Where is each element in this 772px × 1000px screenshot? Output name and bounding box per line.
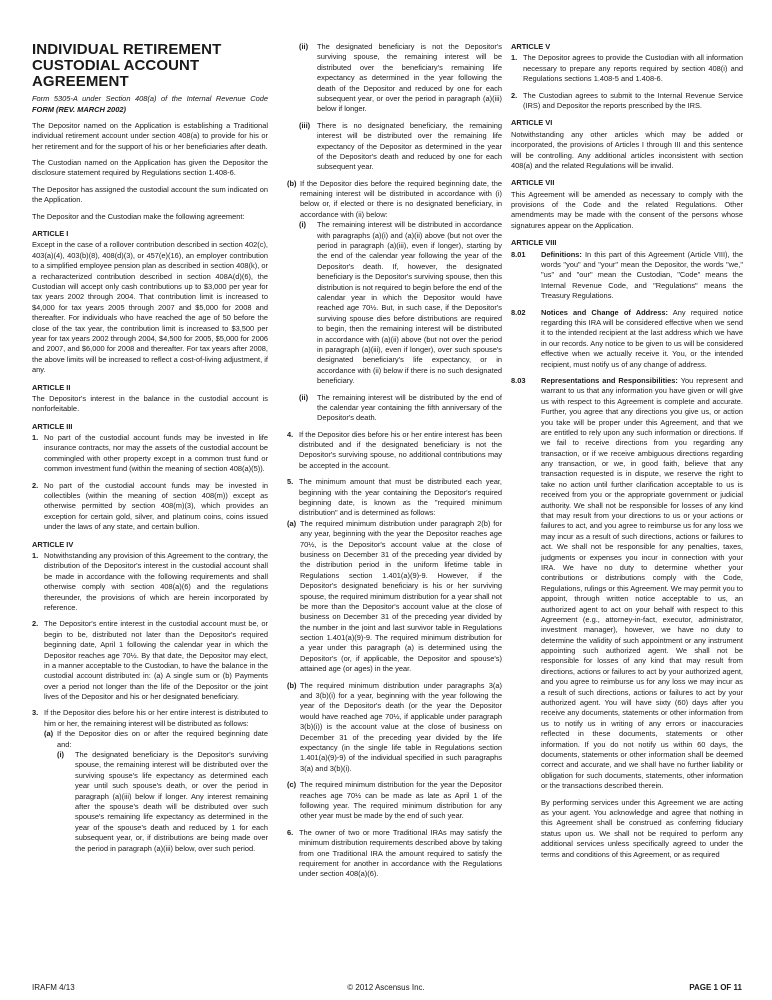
item-number: (a) xyxy=(287,518,297,528)
article-7-heading: ARTICLE VII xyxy=(511,178,555,188)
article-3-item-1 xyxy=(32,433,268,475)
item-text: If the Depositor dies on or after the required beginning date and: xyxy=(57,729,268,749)
article-8-definitions xyxy=(511,250,743,302)
article-4-item-5c xyxy=(287,780,502,822)
item-number: (ii) xyxy=(299,392,309,402)
item-number: (i) xyxy=(57,750,65,760)
title-line-1: INDIVIDUAL RETIREMENT xyxy=(32,41,222,58)
article-5-item-2 xyxy=(511,91,743,112)
item-text: The designated beneficiary is not the Depositor's surviving spouse, the remaining interest will be distributed over the beneficiary's remaining life expectancy as determined in the year following the death of the Depositor and reduced by one for each subsequent year, or over the period in paragraph (a)(iii) below if longer. xyxy=(317,42,502,114)
item-text: No part of the custodial account funds may be invested in life insurance contracts, nor may the assets of the custodial account be commingled with other property except in a common trust fund or common investment fund (within the meaning of section 408(a)(5)). xyxy=(44,433,268,474)
item-number: 2. xyxy=(32,480,39,490)
item-text: The owner of two or more Traditional IRAs may satisfy the minimum distribution requirements described above by taking from one Traditional IRA the amount required to satisfy the requirement for another in accordance with the Regulations under section 408(a)(6). xyxy=(299,827,502,879)
article-4-item-5 xyxy=(287,477,502,519)
form-subtitle xyxy=(32,94,268,115)
intro-paragraph-3: The Depositor has assigned the custodial account the sum indicated on the Application. xyxy=(32,184,268,205)
article-4-item-3a-iii xyxy=(299,121,502,173)
intro-paragraph-4: The Depositor and the Custodian make the following agreement: xyxy=(32,211,245,221)
item-number: 8.02 xyxy=(511,307,526,317)
item-label: Notices and Change of Address: xyxy=(541,307,668,317)
article-6-text: Notwithstanding any other articles which may be added or incorporated, the provisions of Articles I through III and this sentence will be controlling. Any additional articles inconsistent with section 408(a) and the related Regulations will be invalid. xyxy=(511,129,743,170)
item-text: If the Depositor dies before his or her entire interest has been distributed and if the designated beneficiary is not the Depositor's surviving spouse, no additional contributions may be accepted in the account. xyxy=(299,429,502,470)
article-8-notices xyxy=(511,308,743,370)
item-text: The Depositor agrees to provide the Custodian with all information necessary to prepare any reports required by section 408(i) and Regulations sections 1.408-5 and 1.408-6. xyxy=(523,53,743,84)
item-number: (iii) xyxy=(299,120,311,130)
item-number: (c) xyxy=(287,780,297,790)
article-8-continuation: By performing services under this Agreement we are acting as your agent. You acknowledge and agree that nothing in this Agreement shall be construed as conferring fiduciary status upon us. We shall not be required to perform any additional services unless specifically agreed to under the terms and conditions of this Agreement, or as required xyxy=(541,797,743,859)
item-number: (ii) xyxy=(299,42,309,51)
article-4-item-4 xyxy=(287,430,502,472)
article-3-heading: ARTICLE III xyxy=(32,421,73,431)
item-text: The minimum amount that must be distributed each year, beginning with the year containing the Depositor's required beginning date, is known as the "required minimum distribution" and is determined as follows: xyxy=(299,477,502,518)
article-4-item-5b xyxy=(287,681,502,775)
article-2-text: The Depositor's interest in the balance in the custodial account is nonforfeitable. xyxy=(32,393,268,414)
item-text xyxy=(541,308,743,370)
item-number: 3. xyxy=(32,708,39,718)
item-label: Definitions: xyxy=(541,249,582,259)
item-text: Notwithstanding any provision of this Agreement to the contrary, the distribution of the Depositor's interest in the custodial account shall be made in accordance with the following requirements and shall otherwise comply with section 408(a)(6) and the regulations thereunder, the provisions of which are herein incorporated by reference. xyxy=(44,550,268,612)
title-line-3: AGREEMENT xyxy=(32,73,129,91)
article-8-representations xyxy=(511,376,743,792)
column-middle xyxy=(287,42,502,886)
item-text: The required minimum distribution for the year the Depositor reaches age 70½ can be made as late as April 1 of the following year. The required minimum distribution for any other year must be made by the end of such year. xyxy=(300,780,502,821)
item-number: 4. xyxy=(287,429,294,439)
intro-paragraph-2: The Custodian named on the Application has given the Depositor the disclosure statement required by Regulations section 1.408-6. xyxy=(32,158,268,178)
article-4-item-3a-i xyxy=(57,750,268,854)
intro-paragraph-1: The Depositor named on the Application is establishing a Traditional individual retirement account under section 408(a) to provide for his or her retirement and for the support of his or her beneficiaries after death. xyxy=(32,120,268,151)
item-number: (b) xyxy=(287,178,297,188)
item-number: 6. xyxy=(287,827,294,837)
article-3-item-2 xyxy=(32,481,268,533)
item-number: 1. xyxy=(32,433,39,443)
article-6-heading: ARTICLE VI xyxy=(511,118,553,128)
item-text: The Custodian agrees to submit to the Internal Revenue Service (IRS) and Depositor the reports prescribed by the IRS. xyxy=(523,90,743,110)
article-4-item-3b-ii xyxy=(299,393,502,424)
article-1-heading: ARTICLE I xyxy=(32,229,69,239)
article-5-heading: ARTICLE V xyxy=(511,42,551,51)
item-number: (b) xyxy=(287,680,297,690)
item-text: If the Depositor dies before his or her entire interest is distributed to him or her, the remaining interest will be distributed as follows: xyxy=(44,708,268,728)
article-4-item-3b-i xyxy=(299,220,502,386)
subtitle-text: Form 5305-A under Section 408(a) of the Internal Revenue Code xyxy=(32,94,268,104)
footer-form-code: IRAFM 4/13 xyxy=(32,983,75,992)
item-label: Representations and Responsibilities: xyxy=(541,375,678,385)
article-4-item-1 xyxy=(32,551,268,613)
item-body: Any required notice regarding this IRA will be considered effective when we send it to the intended recipient at the last address which we have in our records. Any notice to be given to us will be considered effective when we actually receive it. You, or the intended recipient, must notify us of any change of address. xyxy=(541,307,743,369)
article-5-item-1 xyxy=(511,53,743,84)
article-4-heading: ARTICLE IV xyxy=(32,539,74,549)
item-text xyxy=(541,250,743,302)
column-left xyxy=(32,42,268,860)
article-4-item-5a xyxy=(287,519,502,675)
item-text: The required minimum distribution under paragraph 2(b) for any year, beginning with the year the Depositor reaches age 70½, is the Depositor's account value at the close of business on December 31 of the preceding year divided by the distribution period in the uniform lifetime table in Regulations section 1.401(a)(9)-9. However, if the Depositor's designated beneficiary is his or her surviving spouse, the required minimum distribution for a year shall not be more than the Depositor's account value at the close of business on December 31 of the preceding year divided by the number in the joint and last survivor table in Regulations section 1.401(a)(9)-9. The required minimum distribution for a year under this paragraph (a) is determined using the Depositor's (or, if applicable, the Depositor and spouse's) attained age (or ages) in the year. xyxy=(300,518,502,674)
article-4-item-2 xyxy=(32,619,268,702)
article-1-text: Except in the case of a rollover contribution described in section 402(c), 403(a)(4), 403(b)(8), 408(d)(3), or 457(e)(16), an employer contribution to a simplified employee pension plan as described in section 408(k), or a recharacterized contribution described in section 408A(d)(6), the Custodian will accept only cash contributions up to $3,000 per year for tax years 2002 through 2004. That contribution limit is increased to $4,000 for tax years 2005 through 2007 and $5,000 for 2008 and thereafter. For individuals who have reached the age of 50 before the close of the tax year, the contribution limit is increased to $3,500 per year for tax years 2002 through 2004, $4,500 for 2005, $5,000 for 2006 and 2007, and $6,000 for 2008 and thereafter. For tax years after 2008, the above limits will be increased to reflect a cost-of-living adjustment, if any. xyxy=(32,240,268,375)
title-line-2: CUSTODIAL ACCOUNT xyxy=(32,57,200,75)
item-text: No part of the custodial account funds may be invested in collectibles (within the meaning of section 408(m)) except as otherwise permitted by section 408(m)(3), which provides an exception for certain gold, silver, and platinum coins, coins issued under the laws of any state, and certain bullion. xyxy=(44,480,268,532)
article-4-item-6 xyxy=(287,828,502,880)
item-text xyxy=(541,376,743,792)
item-text: The designated beneficiary is the Depositor's surviving spouse, the remaining interest will be distributed over the surviving spouse's life expectancy as determined each year until such spouse's death, or over the period in paragraph (a)(iii) below if longer. Any interest remaining after the spouse's death will be distributed over such spouse's remaining life expectancy as determined in the year of the spouse's death and reduced by 1 for each subsequent year, or, if distributions are being made over the period in paragraph (a)(iii) below, over such period. xyxy=(75,750,268,853)
item-text: The Depositor's entire interest in the custodial account must be, or begin to be, distributed not later than the Depositor's required beginning date, April 1 following the calendar year in which the Depositor reaches age 70½. By that date, the Depositor may elect, in a manner acceptable to the Custodian, to have the balance in the custodial account distributed in: (a) A single sum or (b) Payments over a period not longer than the life of the Depositor or the joint lives of the Depositor and his or her designated beneficiary. xyxy=(44,619,268,702)
item-number: 8.01 xyxy=(511,249,526,259)
article-4-item-3 xyxy=(32,708,268,729)
item-text: The remaining interest will be distributed in accordance with paragraphs (a)(i) and (a)(ii) above (but not over the period in paragraph (a)(iii), even if longer), starting by the end of the calendar year following the year of the Depositor's death. If, however, the designated beneficiary is the Depositor's surviving spouse, then this distribution is not required to begin before the end of the calendar year in which the Depositor would have reached age 70½. But, in such case, if the Depositor's surviving spouse dies before distributions are required to begin, then the remaining interest will be distributed in accordance with (a)(ii) above (but not over the period in paragraph (a)(iii), even if longer), over such spouse's designated beneficiary's life expectancy, or in accordance with (ii) below if there is no such designated beneficiary. xyxy=(317,220,502,386)
article-2-heading: ARTICLE II xyxy=(32,382,71,392)
subtitle-form-rev: FORM (REV. MARCH 2002) xyxy=(32,104,126,114)
column-right xyxy=(511,42,743,866)
article-8-heading: ARTICLE VIII xyxy=(511,238,557,248)
footer-page-number: PAGE 1 OF 11 xyxy=(689,983,742,992)
item-text: The remaining interest will be distributed by the end of the calendar year containing the fifth anniversary of the Depositor's death. xyxy=(317,392,502,423)
article-4-item-3b xyxy=(287,179,502,221)
article-7-text: This Agreement will be amended as necessary to comply with the provisions of the Code and the related Regulations. Other amendments may be made with the consent of the persons whose signatures appear on the Application. xyxy=(511,189,743,230)
item-number: (a) xyxy=(44,729,54,739)
item-number: 2. xyxy=(511,90,518,100)
item-text: There is no designated beneficiary, the remaining interest will be distributed over the remaining life expectancy of the Depositor as determined in the year of the Depositor's death and reduced by one for each subsequent year. xyxy=(317,120,502,172)
item-text: The required minimum distribution under paragraphs 3(a) and 3(b)(i) for a year, beginning with the year following the year of the Depositor's death (or the year the Depositor would have reached age 70½, if applicable under paragraph 3(b)(i)) is the account value at the close of business on December 31 of the preceding year divided by the life expectancy (in the single life table in Regulations section 1.401(a)(9)-9) of the individual specified in such paragraphs 3(a) and 3(b)(i). xyxy=(300,680,502,773)
item-number: 8.03 xyxy=(511,375,526,385)
item-number: 5. xyxy=(287,477,294,487)
item-number: (i) xyxy=(299,220,307,230)
item-number: 1. xyxy=(32,550,39,560)
item-number: 1. xyxy=(511,53,518,63)
article-4-item-3a-ii xyxy=(299,42,502,115)
document-title xyxy=(32,42,268,90)
item-body: You represent and warrant to us that any information you have given or will give us with respect to this Agreement is complete and accurate. Further, you agree that any directions you give us, or action you take will be proper under this Agreement, and that we are entitled to rely upon any such information or directions. If we fail to receive directions from you regarding any transaction, or if we receive ambiguous directions regarding any transaction, or we, in good faith, believe that any transaction requested is in dispute, we reserve the right to take no action until further clarification acceptable to us is received from you or the appropriate government or judicial authority. We shall not be responsible for losses of any kind that may result from your directions to us or your actions or failures to act, and you agree to reimburse us for any loss we may incur as a result of such directions, actions or failures to act. We shall not be responsible for any penalties, taxes, judgments or expenses you incur in connection with your IRA. We have no duty to determine whether your contributions or distributions comply with the Code, Regulations, rulings or this Agreement. We may permit you to appoint, through written notice acceptable to us, an authorized agent to act on your behalf with respect to this Agreement (e.g., attorney-in-fact, executor, administrator, investment manager), however, we have no duty to determine the validity of such appointment or any instrument appointing such authorized agent. We shall not be responsible for losses of any kind that may result from directions, actions or failures to act by your authorized agent, and you agree to reimburse us for any loss we may incur as a result of such directions, actions or failures to act by your authorized agent. You will have sixty (60) days after you receive any documents, statements or other information from us to notify us in writing of any errors or inaccuracies reflected in these documents, statements or other information. If you do not notify us within 60 days, the documents, statements or other information shall be deemed correct and accurate, and we shall have no further liability or obligation for such documents, statements, other information or the transactions described therein. xyxy=(541,375,744,791)
footer-copyright: © 2012 Ascensus Inc. xyxy=(347,983,425,992)
item-body: In this part of this Agreement (Article VIII), the words "you" and "your" mean the Depositor, the words "we," "us" and "our" mean the Custodian, "Code" means the Internal Revenue Code, and "Regulations" means the Treasury Regulations. xyxy=(541,249,743,301)
item-number: 2. xyxy=(32,619,39,629)
article-4-item-3a xyxy=(44,729,268,750)
item-text: If the Depositor dies before the required beginning date, the remaining interest will be distributed in accordance with (i) below or, if elected or there is no designated beneficiary, in accordance with (ii) below: xyxy=(300,178,502,219)
